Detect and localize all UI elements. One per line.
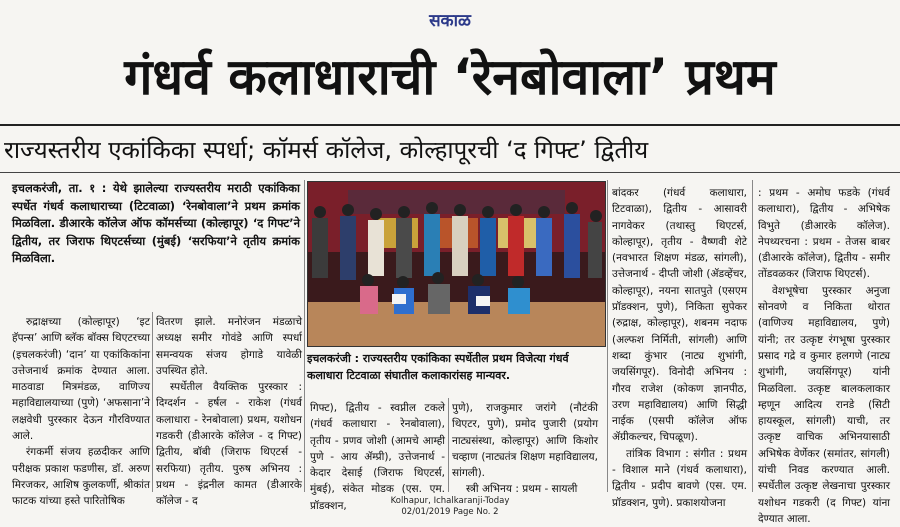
photo-illustration bbox=[308, 182, 605, 346]
article-column-4 bbox=[452, 400, 598, 498]
headline-rule bbox=[0, 124, 900, 126]
subheadline: राज्यस्तरीय एकांकिका स्पर्धा; कॉमर्स कॉलेज, कोल्हापूरची ‘द गिफ्ट’ द्वितीय bbox=[4, 136, 649, 164]
headline: गंधर्व कलाधाराची ‘रेनबोवाला’ प्रथम bbox=[124, 48, 776, 106]
paragraph: पुणे), राजकुमार जरांगे (नौटंकी थिएटर, पुणे), प्रमोद पुजारी (प्रयोग नाट्यसंस्था, कोल्हापूर) आणि किशोर चव्हाण (नाट्यतंत्र शिक्षण महाविद्यालय, सांगली). bbox=[452, 402, 598, 480]
paragraph: बांदकर (गंधर्व कलाधारा, टिटवाळा), द्वितीय - आसावरी नागवेकर (तथास्तु थिएटर्स, कोल्हापूर), तृतीय - वैष्णवी शेटे (नवभारत शिक्षण मंडळ, सांगली), उत्तेजनार्थ - दीप्ती जोशी (ॲडव्हेंचर, कोल्हापूर), नयना सातपुते (एसएम प्रॉडक्शन, पुणे), निकिता सुपेकर (रुद्राक्ष, कोल्हापूर), शबनम नदाफ (अल्फश निर्मिती, सांगली) आणि शब्दा कुंभार (नाट्य शुभांगी, जयसिंगपूर). विनोदी अभिनय : गौरव राजेश (कोकण ज्ञानपीठ, उरण महाविद्यालय) आणि सिद्धी नाईक (एसपी कॉलेज ऑफ ॲग्रीकल्चर, चिपळूण). bbox=[612, 187, 747, 444]
footer-dateline: 02/01/2019 Page No. 2 bbox=[401, 507, 499, 517]
paragraph: स्त्री अभिनय : प्रथम - सायली bbox=[466, 483, 578, 496]
column-divider bbox=[752, 180, 753, 492]
footer-place: Kolhapur, Ichalkaranji-Today bbox=[390, 496, 510, 506]
lead-paragraph: इचलकरंजी, ता. १ : येथे झालेल्या राज्यस्तरीय मराठी एकांकिका स्पर्धेत गंधर्व कलाधाराच्या (टिटवाळा) ‘रेनबोवाला’ने प्रथम क्रमांक मिळविला. डीआरके कॉलेज ऑफ कॉमर्सच्या (कोल्हापूर) ‘द गिफ्ट’ने द्वितीय, तर जिराफ थिएटर्सच्या (मुंबई) ‘सरफिया’ने तृतीय क्रमांक मिळविला. bbox=[12, 181, 300, 265]
event-photo bbox=[307, 181, 606, 347]
paragraph: तांत्रिक विभाग : संगीत : प्रथम - विशाल माने (गंधर्व कलाधारा), द्वितीय - प्रदीप बावणे (एस. एम. प्रॉडक्शन, पुणे). प्रकाशयोजना bbox=[612, 447, 747, 509]
article-column-1 bbox=[12, 314, 150, 510]
paragraph: स्पर्धेतील वैयक्तिक पुरस्कार : दिग्दर्शन - हर्षल - राकेश (गंधर्व कलाधारा - रेनबोवाला) प्रथम, यशोधन गडकरी (डीआरके कॉलेज - द गिफ्ट) द्वितीय, बॉबी (जिराफ थिएटर्स - सरफिया) तृतीय. पुरुष अभिनय : प्रथम - इंद्रनील कामत (डीआरके कॉलेज - द bbox=[156, 381, 302, 508]
paragraph: रुद्राक्षच्या (कोल्हापूर) ‘इट हॅपन्स’ आणि ब्लॅक बॉक्स थिएटरच्या (इचलकरंजी) ‘दान’ या एकांकिकांना उत्तेजनार्थ क्रमांक देण्यात आला. माठवाडा मित्रमंडळ, वाणिज्य महाविद्यालयाच्या (पुणे) ‘अफसाना’ने लक्षवेधी पुरस्कार देऊन गौरविण्यात आले. bbox=[12, 316, 150, 443]
column-divider bbox=[152, 312, 153, 492]
masthead-logo: सकाळ bbox=[429, 11, 471, 31]
paragraph: रंगकर्मी संजय हळदीकर आणि परीक्षक प्रकाश फडणीस, डॉ. अरुण मिरजकर, आशिष कुलकर्णी, श्रीकांत फाटक यांच्या हस्ते पारितोषिक bbox=[12, 446, 150, 508]
page-footer bbox=[360, 496, 540, 518]
paragraph: वितरण झाले. मनोरंजन मंडळाचे अध्यक्ष समीर गोवंडे आणि स्पर्धा समन्वयक संजय होगाडे यावेळी उपस्थित होते. bbox=[156, 316, 302, 377]
column-divider bbox=[448, 398, 449, 492]
subhead-rule bbox=[0, 172, 900, 173]
paragraph: गिफ्ट), द्वितीय - स्वप्नील टकले (गंधर्व कलाधारा - रेनबोवाला), तृतीय - प्रणव जोशी (आमचे आम्ही पुणे - आय ॲम्प्री), उत्तेजनार्थ - केदार देसाई (जिराफ थिएटर्स, मुंबई), संकेत मोडक (एस. एम. प्रॉडक्शन, bbox=[310, 402, 445, 512]
column-divider bbox=[607, 180, 608, 492]
article-column-6 bbox=[758, 185, 890, 527]
article-column-5 bbox=[612, 185, 747, 511]
photo-caption: इचलकरंजी : राज्यस्तरीय एकांकिका स्पर्धेतील प्रथम विजेत्या गंधर्व कलाधारा टिटवाळा संघातील कलाकारांसह मान्यवर. bbox=[307, 352, 569, 382]
paragraph: वेशभूषेचा पुरस्कार अनुजा सोनवणे व निकिता थोरात (वाणिज्य महाविद्यालय, पुणे) यांनी; तर उत्कृष्ट रंगभूषा पुरस्कार प्रसाद गद्रे व कुमार हलगणे (नाट्य शुभांगी, जयसिंगपूर) यांनी मिळविला. उत्कृष्ट बालकलाकार म्हणून आदित्य रानडे (सिटी हायस्कूल, सांगली) याची, तर उत्कृष्ट वाचिक अभिनयासाठी अभिषेक वेर्णेकर (समांतर, सांगली) यांची निवड करण्यात आली. स्पर्धेतील उत्कृष्ट लेखनाचा पुरस्कार यशोधन गडकरी (द गिफ्ट) यांना देण्यात आला. bbox=[758, 284, 890, 525]
article-column-2 bbox=[156, 314, 302, 510]
column-divider bbox=[304, 180, 305, 492]
paragraph: : प्रथम - अमोघ फडके (गंधर्व कलाधारा), द्वितीय - अभिषेक विभुते (डीआरके कॉलेज). नेपथ्यरचना : प्रथम - तेजस बाबर (डीआरके कॉलेज), द्वितीय - समीर तोंडवळकर (जिराफ थिएटर्स). bbox=[758, 187, 890, 281]
